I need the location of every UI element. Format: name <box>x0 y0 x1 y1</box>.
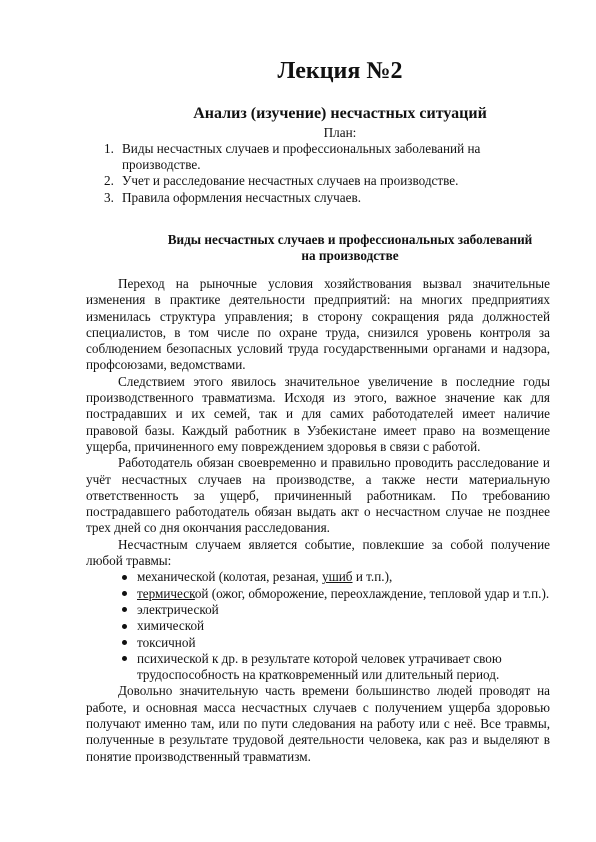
plan-item-text: Виды несчастных случаев и профессиональных заболеваний на производстве. <box>122 141 481 173</box>
bullet-icon <box>122 624 127 629</box>
list-item: психической к др. в результате которой человек утрачивает свою трудоспособность на кратковременный или длительный период. <box>122 651 550 684</box>
plan-label: План: <box>323 125 357 140</box>
section-heading-line: Виды несчастных случаев и профессиональных заболеваний <box>167 232 533 247</box>
section-heading <box>150 232 550 264</box>
paragraph: Переход на рыночные условия хозяйствования вызвал значительные изменения в практике деятельности предприятий: на многих предприятиях изменилась структура управления; в сторону сокращения ряда должностей специалистов, в том числе по охране труда, снизился уровень контроля за соблюдением безопасных условий труда государственными органами и надзора, профсоюзами, ведомствами. <box>86 276 550 373</box>
plan-item-number: 1. <box>104 141 114 156</box>
plan-item-text: Правила оформления несчастных случаев. <box>122 189 361 205</box>
bullet-icon <box>122 640 127 645</box>
plan-item <box>104 141 524 173</box>
plan-item-number: 2. <box>104 173 114 189</box>
section-heading-line: на производстве <box>301 248 399 263</box>
plan-item-number: 3. <box>104 189 114 205</box>
underlined-word: ушиб <box>322 569 353 585</box>
lecture-subtitle: Анализ (изучение) несчастных ситуаций <box>193 105 487 122</box>
underlined-word: термическ <box>137 585 195 601</box>
paragraph: Работодатель обязан своевременно и правильно проводить расследование и учёт несчастных случаев на производстве, а также нести материальную ответственность за ущерб, причиненный работникам. По требованию пострадавшего работодатель обязан выдать акт о несчастном случае не позднее трех дней со дня окончания расследования. <box>86 455 550 536</box>
list-item: токсичной <box>122 635 550 651</box>
lecture-title: Лекция №2 <box>277 58 403 84</box>
list-item: термической (ожог, обморожение, переохлаждение, тепловой удар и т.п.). <box>122 586 550 602</box>
list-item: химической <box>122 618 550 634</box>
paragraph: Следствием этого явилось значительное увеличение в последние годы производственного травматизма. Исходя из этого, важное значение как для пострадавших и их семей, так и для самих работодателей имеет наличие правовой базы. Каждый работник в Узбекистане имеет право на возмещение ущерба, причиненного ему повреждением здоровья в связи с работой. <box>86 373 550 454</box>
list-item: электрической <box>122 602 550 618</box>
bullet-icon <box>122 656 127 661</box>
body-text <box>86 276 550 765</box>
bullet-icon <box>122 575 127 580</box>
injury-types-list <box>86 569 550 683</box>
plan-item-text: Учет и расследование несчастных случаев на производстве. <box>122 173 459 189</box>
list-item: механической (колотая, резаная, ушиб и т.п.), <box>122 569 550 585</box>
bullet-icon <box>122 591 127 596</box>
paragraph: Довольно значительную часть времени большинство людей проводят на работе, и основная масса несчастных случаев с получением ущерба здоровью получают именно там, или по пути следования на работу или с неё. Все травмы, полученные в результате трудовой деятельности человека, как раз и выделяют в понятие производственный травматизм. <box>86 683 550 764</box>
plan-item <box>104 190 524 206</box>
paragraph: Несчастным случаем является событие, повлекшие за собой получение любой травмы: <box>86 536 550 569</box>
bullet-icon <box>122 607 127 612</box>
plan-item <box>104 173 524 189</box>
plan-list <box>104 141 524 206</box>
